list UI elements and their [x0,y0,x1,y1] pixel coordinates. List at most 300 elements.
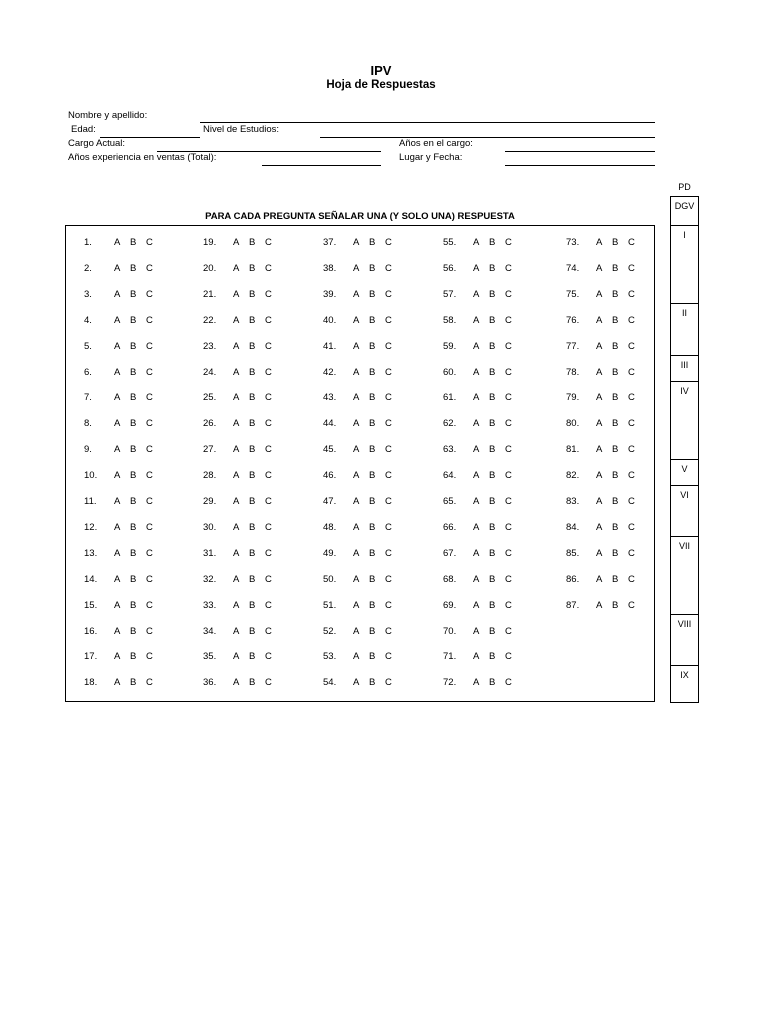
answer-option-a[interactable]: A [473,625,480,637]
answer-option-a[interactable]: A [596,470,603,482]
answer-option-c[interactable]: C [628,314,635,326]
answer-option-c[interactable]: C [505,340,512,352]
answer-option-c[interactable]: C [505,314,512,326]
answer-option-a[interactable]: A [353,651,360,663]
question-number: 36. [203,677,217,689]
answer-option-a[interactable]: A [353,288,360,300]
answer-option-c[interactable]: C [265,262,272,274]
answer-option-a[interactable]: A [473,288,480,300]
answer-option-a[interactable]: A [353,366,360,378]
answer-option-b[interactable]: B [489,521,496,533]
answer-option-b[interactable]: B [369,573,376,585]
answer-option-a[interactable]: A [473,314,480,326]
answer-option-a[interactable]: A [596,418,603,430]
answer-option-b[interactable]: B [369,496,376,507]
answer-option-b[interactable]: B [130,444,137,456]
answer-option-a[interactable]: A [233,470,240,482]
answer-option-c[interactable]: C [146,237,153,248]
question-number: 39. [323,288,337,300]
answer-option-a[interactable]: A [114,651,121,663]
answer-option-a[interactable]: A [353,496,360,507]
lugar-field[interactable] [505,165,655,166]
answer-option-c[interactable]: C [628,573,635,585]
answer-option-c[interactable]: C [628,237,635,248]
answer-option-b[interactable]: B [489,496,496,507]
answer-option-b[interactable]: B [489,262,496,274]
question-number: 22. [203,314,217,326]
answer-option-b[interactable]: B [249,625,256,637]
question-row [323,237,401,248]
answer-option-b[interactable]: B [489,340,496,352]
answer-option-a[interactable]: A [596,392,603,404]
answer-option-a[interactable]: A [353,418,360,430]
answer-option-a[interactable]: A [114,573,121,585]
answer-option-c[interactable]: C [628,444,635,456]
answer-option-c[interactable]: C [628,521,635,533]
answer-option-a[interactable]: A [114,418,121,430]
experiencia-field[interactable] [262,165,381,166]
answer-option-c[interactable]: C [146,288,153,300]
answer-option-c[interactable]: C [265,547,272,559]
answer-option-a[interactable]: A [114,288,121,300]
answer-option-b[interactable]: B [249,392,256,404]
answer-option-b[interactable]: B [249,314,256,326]
answer-option-c[interactable]: C [505,651,512,663]
answer-option-a[interactable]: A [473,573,480,585]
answer-option-a[interactable]: A [233,392,240,404]
answer-option-b[interactable]: B [369,237,376,248]
answer-option-a[interactable]: A [473,392,480,404]
answer-option-c[interactable]: C [505,496,512,507]
answer-option-c[interactable]: C [385,651,392,663]
question-row [566,418,644,429]
answer-option-b[interactable]: B [130,677,137,689]
answer-option-a[interactable]: A [233,237,240,248]
answer-option-a[interactable]: A [114,521,121,533]
answer-option-c[interactable]: C [265,677,272,689]
answer-option-b[interactable]: B [369,651,376,663]
answer-option-a[interactable]: A [233,288,240,300]
answer-option-c[interactable]: C [385,677,392,689]
question-row [203,522,281,533]
answer-option-c[interactable]: C [505,599,512,611]
answer-option-b[interactable]: B [130,547,137,559]
answer-option-c[interactable]: C [265,599,272,611]
answer-option-b[interactable]: B [489,599,496,611]
answer-option-c[interactable]: C [385,496,392,507]
answer-option-b[interactable]: B [489,288,496,300]
question-row [203,444,281,455]
answer-option-a[interactable]: A [114,547,121,559]
answer-option-c[interactable]: C [265,392,272,404]
answer-option-c[interactable]: C [146,314,153,326]
nivel-field[interactable] [320,137,655,138]
answer-option-b[interactable]: B [369,418,376,430]
answer-option-a[interactable]: A [473,237,480,248]
question-row [203,470,281,481]
answer-option-a[interactable]: A [114,392,121,404]
answer-option-b[interactable]: B [130,418,137,430]
answer-option-c[interactable]: C [146,599,153,611]
answer-option-b[interactable]: B [612,392,619,404]
answer-option-a[interactable]: A [353,470,360,482]
answer-option-b[interactable]: B [489,625,496,637]
answer-option-b[interactable]: B [130,651,137,663]
answer-option-c[interactable]: C [146,496,153,507]
answer-option-c[interactable]: C [265,496,272,507]
answer-option-b[interactable]: B [369,288,376,300]
answer-option-a[interactable]: A [596,547,603,559]
answer-option-c[interactable]: C [628,288,635,300]
answer-option-a[interactable]: A [353,340,360,352]
answer-option-c[interactable]: C [505,470,512,482]
answer-option-c[interactable]: C [505,444,512,456]
answer-option-a[interactable]: A [114,677,121,689]
nombre-field[interactable] [200,122,655,123]
answer-option-c[interactable]: C [505,288,512,300]
answer-option-b[interactable]: B [489,677,496,689]
anos-cargo-field[interactable] [505,151,655,152]
answer-option-b[interactable]: B [249,418,256,430]
answer-option-c[interactable]: C [265,470,272,482]
answer-option-b[interactable]: B [249,237,256,248]
answer-option-a[interactable]: A [596,262,603,274]
answer-option-c[interactable]: C [628,262,635,274]
question-row [323,574,401,585]
answer-option-b[interactable]: B [489,392,496,404]
answer-option-b[interactable]: B [130,392,137,404]
answer-option-a[interactable]: A [114,444,121,456]
answer-option-b[interactable]: B [612,366,619,378]
answer-option-c[interactable]: C [505,237,512,248]
answer-option-c[interactable]: C [505,625,512,637]
answer-option-c[interactable]: C [265,444,272,456]
answer-option-b[interactable]: B [369,470,376,482]
answer-option-b[interactable]: B [369,262,376,274]
answer-option-c[interactable]: C [385,366,392,378]
question-number: 4. [84,314,92,326]
answer-option-b[interactable]: B [249,573,256,585]
answer-option-a[interactable]: A [353,521,360,533]
answer-option-b[interactable]: B [489,366,496,378]
answer-option-c[interactable]: C [385,314,392,326]
answer-option-b[interactable]: B [369,444,376,456]
answer-option-c[interactable]: C [385,288,392,300]
answer-option-b[interactable]: B [130,237,137,248]
answer-option-a[interactable]: A [233,547,240,559]
answer-option-b[interactable]: B [369,547,376,559]
answer-option-b[interactable]: B [249,599,256,611]
answer-option-c[interactable]: C [265,418,272,430]
answer-option-c[interactable]: C [265,651,272,663]
answer-option-b[interactable]: B [612,547,619,559]
answer-option-c[interactable]: C [385,418,392,430]
answer-option-a[interactable]: A [596,288,603,300]
answer-option-b[interactable]: B [249,651,256,663]
answer-option-c[interactable]: C [385,237,392,248]
answer-option-c[interactable]: C [628,547,635,559]
answer-option-a[interactable]: A [473,651,480,663]
question-row [84,600,162,611]
answer-option-b[interactable]: B [369,314,376,326]
question-number: 43. [323,392,337,404]
answer-option-b[interactable]: B [369,366,376,378]
question-number: 38. [323,262,337,274]
answer-option-b[interactable]: B [489,547,496,559]
question-number: 26. [203,418,217,430]
answer-option-a[interactable]: A [596,237,603,248]
answer-option-a[interactable]: A [114,599,121,611]
answer-option-c[interactable]: C [628,496,635,507]
answer-option-b[interactable]: B [130,625,137,637]
answer-option-a[interactable]: A [233,366,240,378]
answer-option-b[interactable]: B [612,237,619,248]
answer-option-c[interactable]: C [505,392,512,404]
answer-option-a[interactable]: A [473,444,480,456]
answer-option-c[interactable]: C [265,237,272,248]
answer-option-a[interactable]: A [114,237,121,248]
answer-option-a[interactable]: A [114,314,121,326]
question-row [84,574,162,585]
answer-option-b[interactable]: B [130,470,137,482]
answer-option-a[interactable]: A [353,677,360,689]
answer-option-b[interactable]: B [249,366,256,378]
answer-option-b[interactable]: B [130,314,137,326]
answer-option-b[interactable]: B [130,288,137,300]
answer-option-c[interactable]: C [505,418,512,430]
answer-option-b[interactable]: B [249,496,256,507]
question-row [203,651,281,662]
answer-option-b[interactable]: B [249,288,256,300]
answer-option-b[interactable]: B [612,262,619,274]
answer-option-a[interactable]: A [114,625,121,637]
answer-option-a[interactable]: A [233,599,240,611]
answer-option-a[interactable]: A [233,444,240,456]
answer-option-c[interactable]: C [146,366,153,378]
answer-option-b[interactable]: B [249,262,256,274]
answer-option-c[interactable]: C [385,521,392,533]
answer-option-c[interactable]: C [265,625,272,637]
answer-option-a[interactable]: A [114,496,121,507]
answer-option-b[interactable]: B [612,288,619,300]
question-number: 87. [566,599,580,611]
answer-option-c[interactable]: C [146,340,153,352]
answer-option-a[interactable]: A [473,521,480,533]
answer-option-b[interactable]: B [489,418,496,430]
answer-option-c[interactable]: C [265,573,272,585]
answer-option-b[interactable]: B [489,470,496,482]
answer-option-b[interactable]: B [612,418,619,430]
question-number: 76. [566,314,580,326]
answer-option-a[interactable]: A [596,314,603,326]
answer-option-b[interactable]: B [489,237,496,248]
answer-option-a[interactable]: A [473,366,480,378]
question-number: 23. [203,340,217,352]
answer-option-b[interactable]: B [489,573,496,585]
answer-option-b[interactable]: B [489,651,496,663]
answer-option-b[interactable]: B [369,677,376,689]
answer-option-a[interactable]: A [473,470,480,482]
answer-option-b[interactable]: B [130,521,137,533]
answer-option-c[interactable]: C [146,470,153,482]
answer-option-c[interactable]: C [505,573,512,585]
answer-option-a[interactable]: A [353,392,360,404]
answer-option-c[interactable]: C [505,547,512,559]
answer-option-a[interactable]: A [353,314,360,326]
answer-option-b[interactable]: B [369,340,376,352]
answer-option-b[interactable]: B [130,496,137,507]
answer-option-b[interactable]: B [130,573,137,585]
answer-option-a[interactable]: A [596,444,603,456]
answer-option-b[interactable]: B [369,625,376,637]
answer-option-c[interactable]: C [385,262,392,274]
question-number: 54. [323,677,337,689]
answer-option-c[interactable]: C [146,392,153,404]
answer-option-c[interactable]: C [628,599,635,611]
answer-option-b[interactable]: B [249,444,256,456]
answer-option-a[interactable]: A [596,521,603,533]
answer-option-a[interactable]: A [596,573,603,585]
answer-option-c[interactable]: C [505,262,512,274]
answer-option-b[interactable]: B [249,470,256,482]
answer-option-b[interactable]: B [130,340,137,352]
answer-option-c[interactable]: C [146,625,153,637]
answer-option-c[interactable]: C [265,314,272,326]
answer-option-c[interactable]: C [385,573,392,585]
question-number: 63. [443,444,457,456]
answer-option-c[interactable]: C [385,392,392,404]
answer-option-b[interactable]: B [249,677,256,689]
answer-option-a[interactable]: A [233,521,240,533]
question-number: 49. [323,547,337,559]
answer-option-b[interactable]: B [612,314,619,326]
answer-option-c[interactable]: C [385,340,392,352]
answer-option-c[interactable]: C [265,521,272,533]
answer-option-a[interactable]: A [473,262,480,274]
answer-option-b[interactable]: B [130,366,137,378]
answer-option-b[interactable]: B [130,262,137,274]
answer-option-c[interactable]: C [628,392,635,404]
answer-option-a[interactable]: A [596,366,603,378]
answer-option-c[interactable]: C [505,366,512,378]
answer-option-a[interactable]: A [233,496,240,507]
answer-option-a[interactable]: A [596,496,603,507]
answer-option-c[interactable]: C [146,573,153,585]
answer-option-a[interactable]: A [114,262,121,274]
answer-option-c[interactable]: C [385,599,392,611]
answer-option-c[interactable]: C [146,418,153,430]
answer-option-b[interactable]: B [369,392,376,404]
answer-option-a[interactable]: A [233,340,240,352]
answer-option-b[interactable]: B [612,496,619,507]
answer-option-c[interactable]: C [146,677,153,689]
answer-option-c[interactable]: C [146,444,153,456]
question-row [443,651,521,662]
answer-option-a[interactable]: A [233,573,240,585]
answer-option-a[interactable]: A [596,340,603,352]
answer-option-b[interactable]: B [612,521,619,533]
question-row [443,677,521,688]
answer-option-b[interactable]: B [612,599,619,611]
answer-option-c[interactable]: C [146,521,153,533]
question-row [203,237,281,248]
answer-option-a[interactable]: A [353,573,360,585]
answer-option-c[interactable]: C [628,418,635,430]
answer-option-c[interactable]: C [628,366,635,378]
question-number: 71. [443,651,457,663]
answer-option-a[interactable]: A [473,418,480,430]
scale-cell-viii: VIII [671,614,698,665]
question-number: 61. [443,392,457,404]
question-number: 19. [203,237,217,248]
answer-option-c[interactable]: C [628,340,635,352]
question-row [203,315,281,326]
answer-option-a[interactable]: A [233,314,240,326]
question-row [566,470,644,481]
question-number: 72. [443,677,457,689]
answer-option-a[interactable]: A [114,470,121,482]
answer-option-c[interactable]: C [385,444,392,456]
answer-option-b[interactable]: B [612,470,619,482]
answer-option-a[interactable]: A [233,625,240,637]
answer-option-c[interactable]: C [505,521,512,533]
answer-option-a[interactable]: A [596,599,603,611]
answer-option-b[interactable]: B [369,521,376,533]
question-number: 41. [323,340,337,352]
answer-option-c[interactable]: C [385,625,392,637]
answer-option-a[interactable]: A [233,262,240,274]
answer-option-b[interactable]: B [369,599,376,611]
answer-option-b[interactable]: B [130,599,137,611]
answer-option-a[interactable]: A [353,625,360,637]
answer-option-a[interactable]: A [353,237,360,248]
answer-option-b[interactable]: B [249,521,256,533]
answer-option-b[interactable]: B [612,340,619,352]
answer-option-a[interactable]: A [353,599,360,611]
answer-option-c[interactable]: C [628,470,635,482]
answer-option-a[interactable]: A [473,496,480,507]
answer-option-c[interactable]: C [385,547,392,559]
answer-option-c[interactable]: C [505,677,512,689]
answer-option-b[interactable]: B [489,444,496,456]
answer-option-c[interactable]: C [146,547,153,559]
answer-option-b[interactable]: B [612,573,619,585]
answer-option-a[interactable]: A [233,677,240,689]
answer-option-c[interactable]: C [265,288,272,300]
answer-option-c[interactable]: C [146,262,153,274]
answer-option-c[interactable]: C [265,366,272,378]
answer-option-b[interactable]: B [249,547,256,559]
answer-option-c[interactable]: C [385,470,392,482]
answer-option-a[interactable]: A [473,599,480,611]
answer-option-a[interactable]: A [473,677,480,689]
answer-option-a[interactable]: A [233,651,240,663]
answer-option-a[interactable]: A [473,547,480,559]
answer-option-c[interactable]: C [146,651,153,663]
answer-option-b[interactable]: B [489,314,496,326]
answer-option-a[interactable]: A [114,340,121,352]
question-number: 53. [323,651,337,663]
answer-option-b[interactable]: B [612,444,619,456]
answer-option-a[interactable]: A [353,262,360,274]
answer-option-b[interactable]: B [249,340,256,352]
answer-option-a[interactable]: A [114,366,121,378]
answer-option-a[interactable]: A [353,444,360,456]
answer-option-c[interactable]: C [265,340,272,352]
answer-option-a[interactable]: A [473,340,480,352]
answer-option-a[interactable]: A [353,547,360,559]
answer-option-a[interactable]: A [233,418,240,430]
